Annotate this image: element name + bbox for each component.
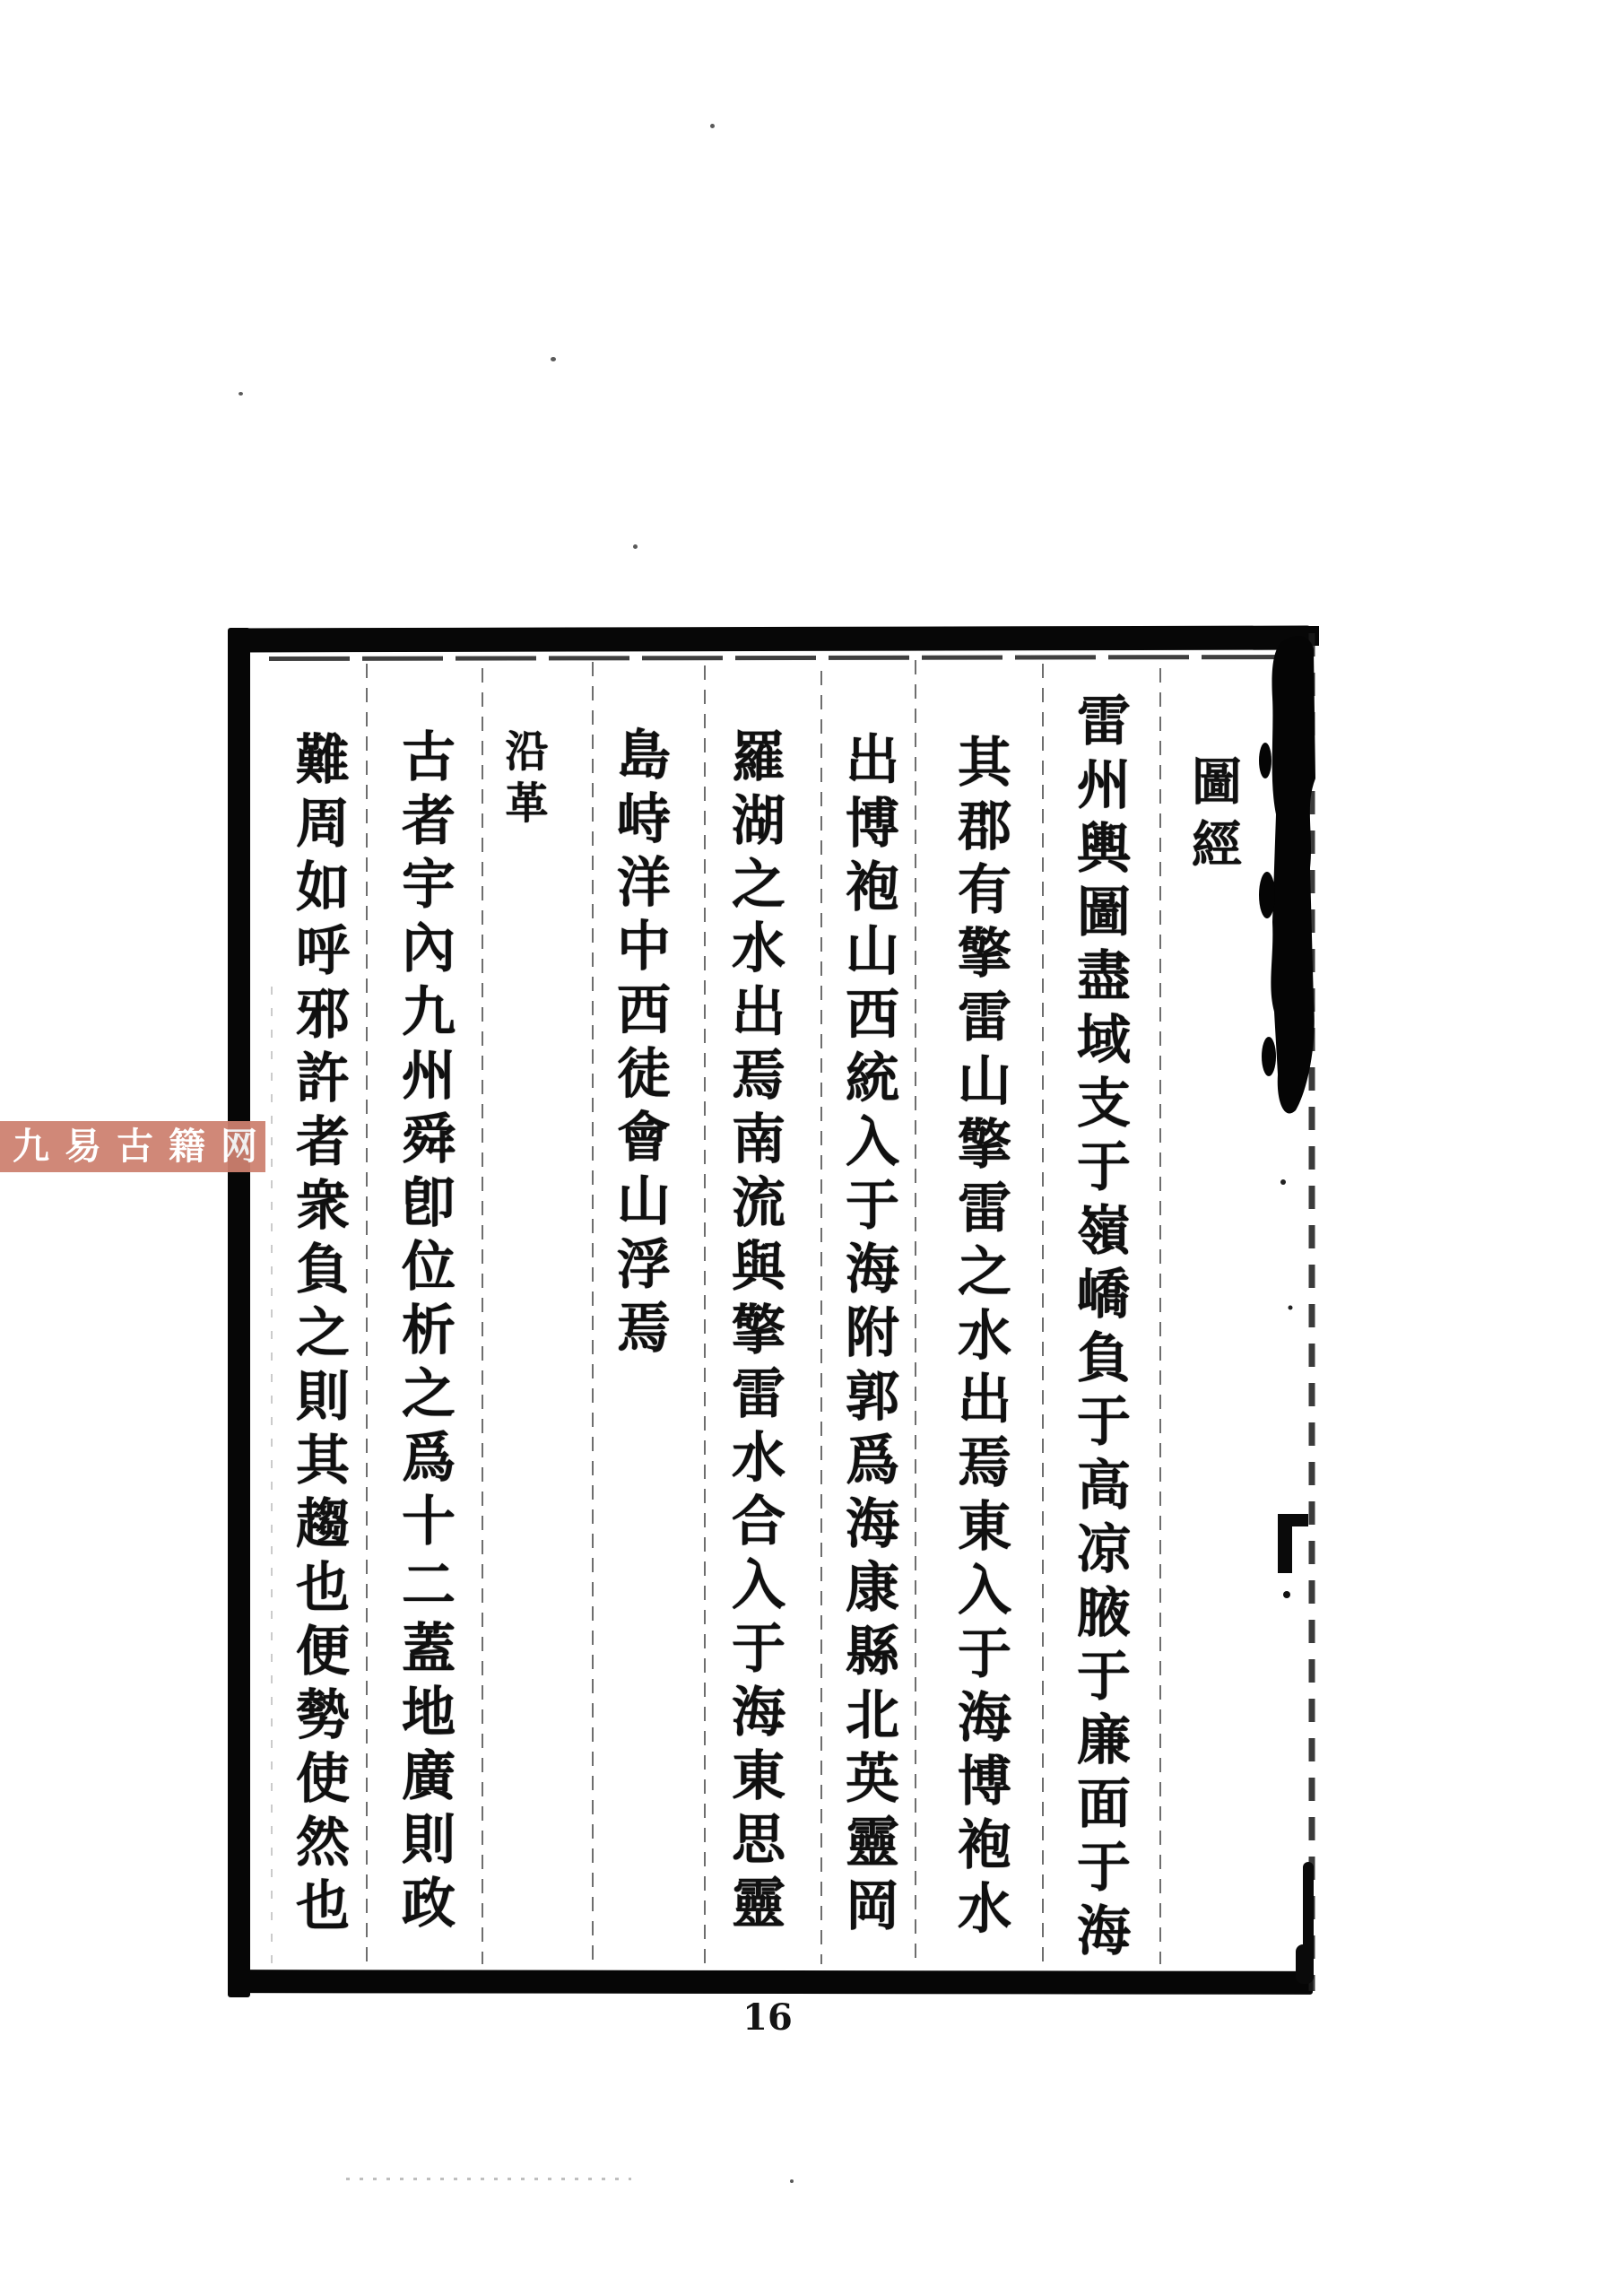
column-rule — [820, 671, 822, 1964]
text-column: 雷州輿圖盡域支于嶺嶠負于高凉腋于廉面于海 — [1068, 692, 1131, 1966]
page-number: 16 — [742, 1996, 793, 2039]
frame-top-border — [231, 626, 1311, 653]
column-rule — [482, 668, 483, 1964]
section-header-tujing: 圖經 — [1184, 755, 1242, 881]
frame-left-border — [228, 628, 250, 1997]
scan-dotted-line — [346, 2178, 631, 2180]
scan-speck — [551, 357, 556, 361]
text-column: 其郡有擎雷山擎雷之水出焉東入于海博袍水 — [949, 734, 1011, 1944]
scan-speck — [710, 124, 715, 128]
scan-speck — [790, 2179, 794, 2183]
text-column: 難周如呼邪許者衆負之則其趨也便勢使然也 — [287, 731, 350, 1941]
section-header-yange: 沿革 — [498, 728, 548, 832]
scan-speck — [633, 544, 638, 549]
frame-top-inner-rule — [269, 655, 1300, 661]
column-rule — [366, 664, 368, 1964]
text-column: 島峙洋中西徒會山浮焉 — [608, 726, 671, 1363]
column-rule — [915, 660, 916, 1964]
column-rule — [1159, 668, 1161, 1964]
watermark-text: 九易古籍网 — [13, 1125, 273, 1168]
column-rule — [1042, 664, 1044, 1964]
text-column: 古者宇內九州舜卽位析之爲十二蓋地廣則政 — [393, 728, 456, 1938]
text-column: 羅湖之水出焉南流與擎雷水合入于海東思靈 — [723, 728, 785, 1938]
watermark-band — [0, 1121, 273, 1172]
frame-right-border-ink-blotch — [1251, 626, 1319, 1998]
scan-speck — [239, 392, 243, 396]
column-rule — [592, 662, 594, 1964]
text-column: 出博袍山西統入于海附郭爲海康縣北英靈岡 — [837, 731, 899, 1941]
frame-bottom-border — [237, 1970, 1313, 1995]
column-rule — [704, 665, 706, 1964]
